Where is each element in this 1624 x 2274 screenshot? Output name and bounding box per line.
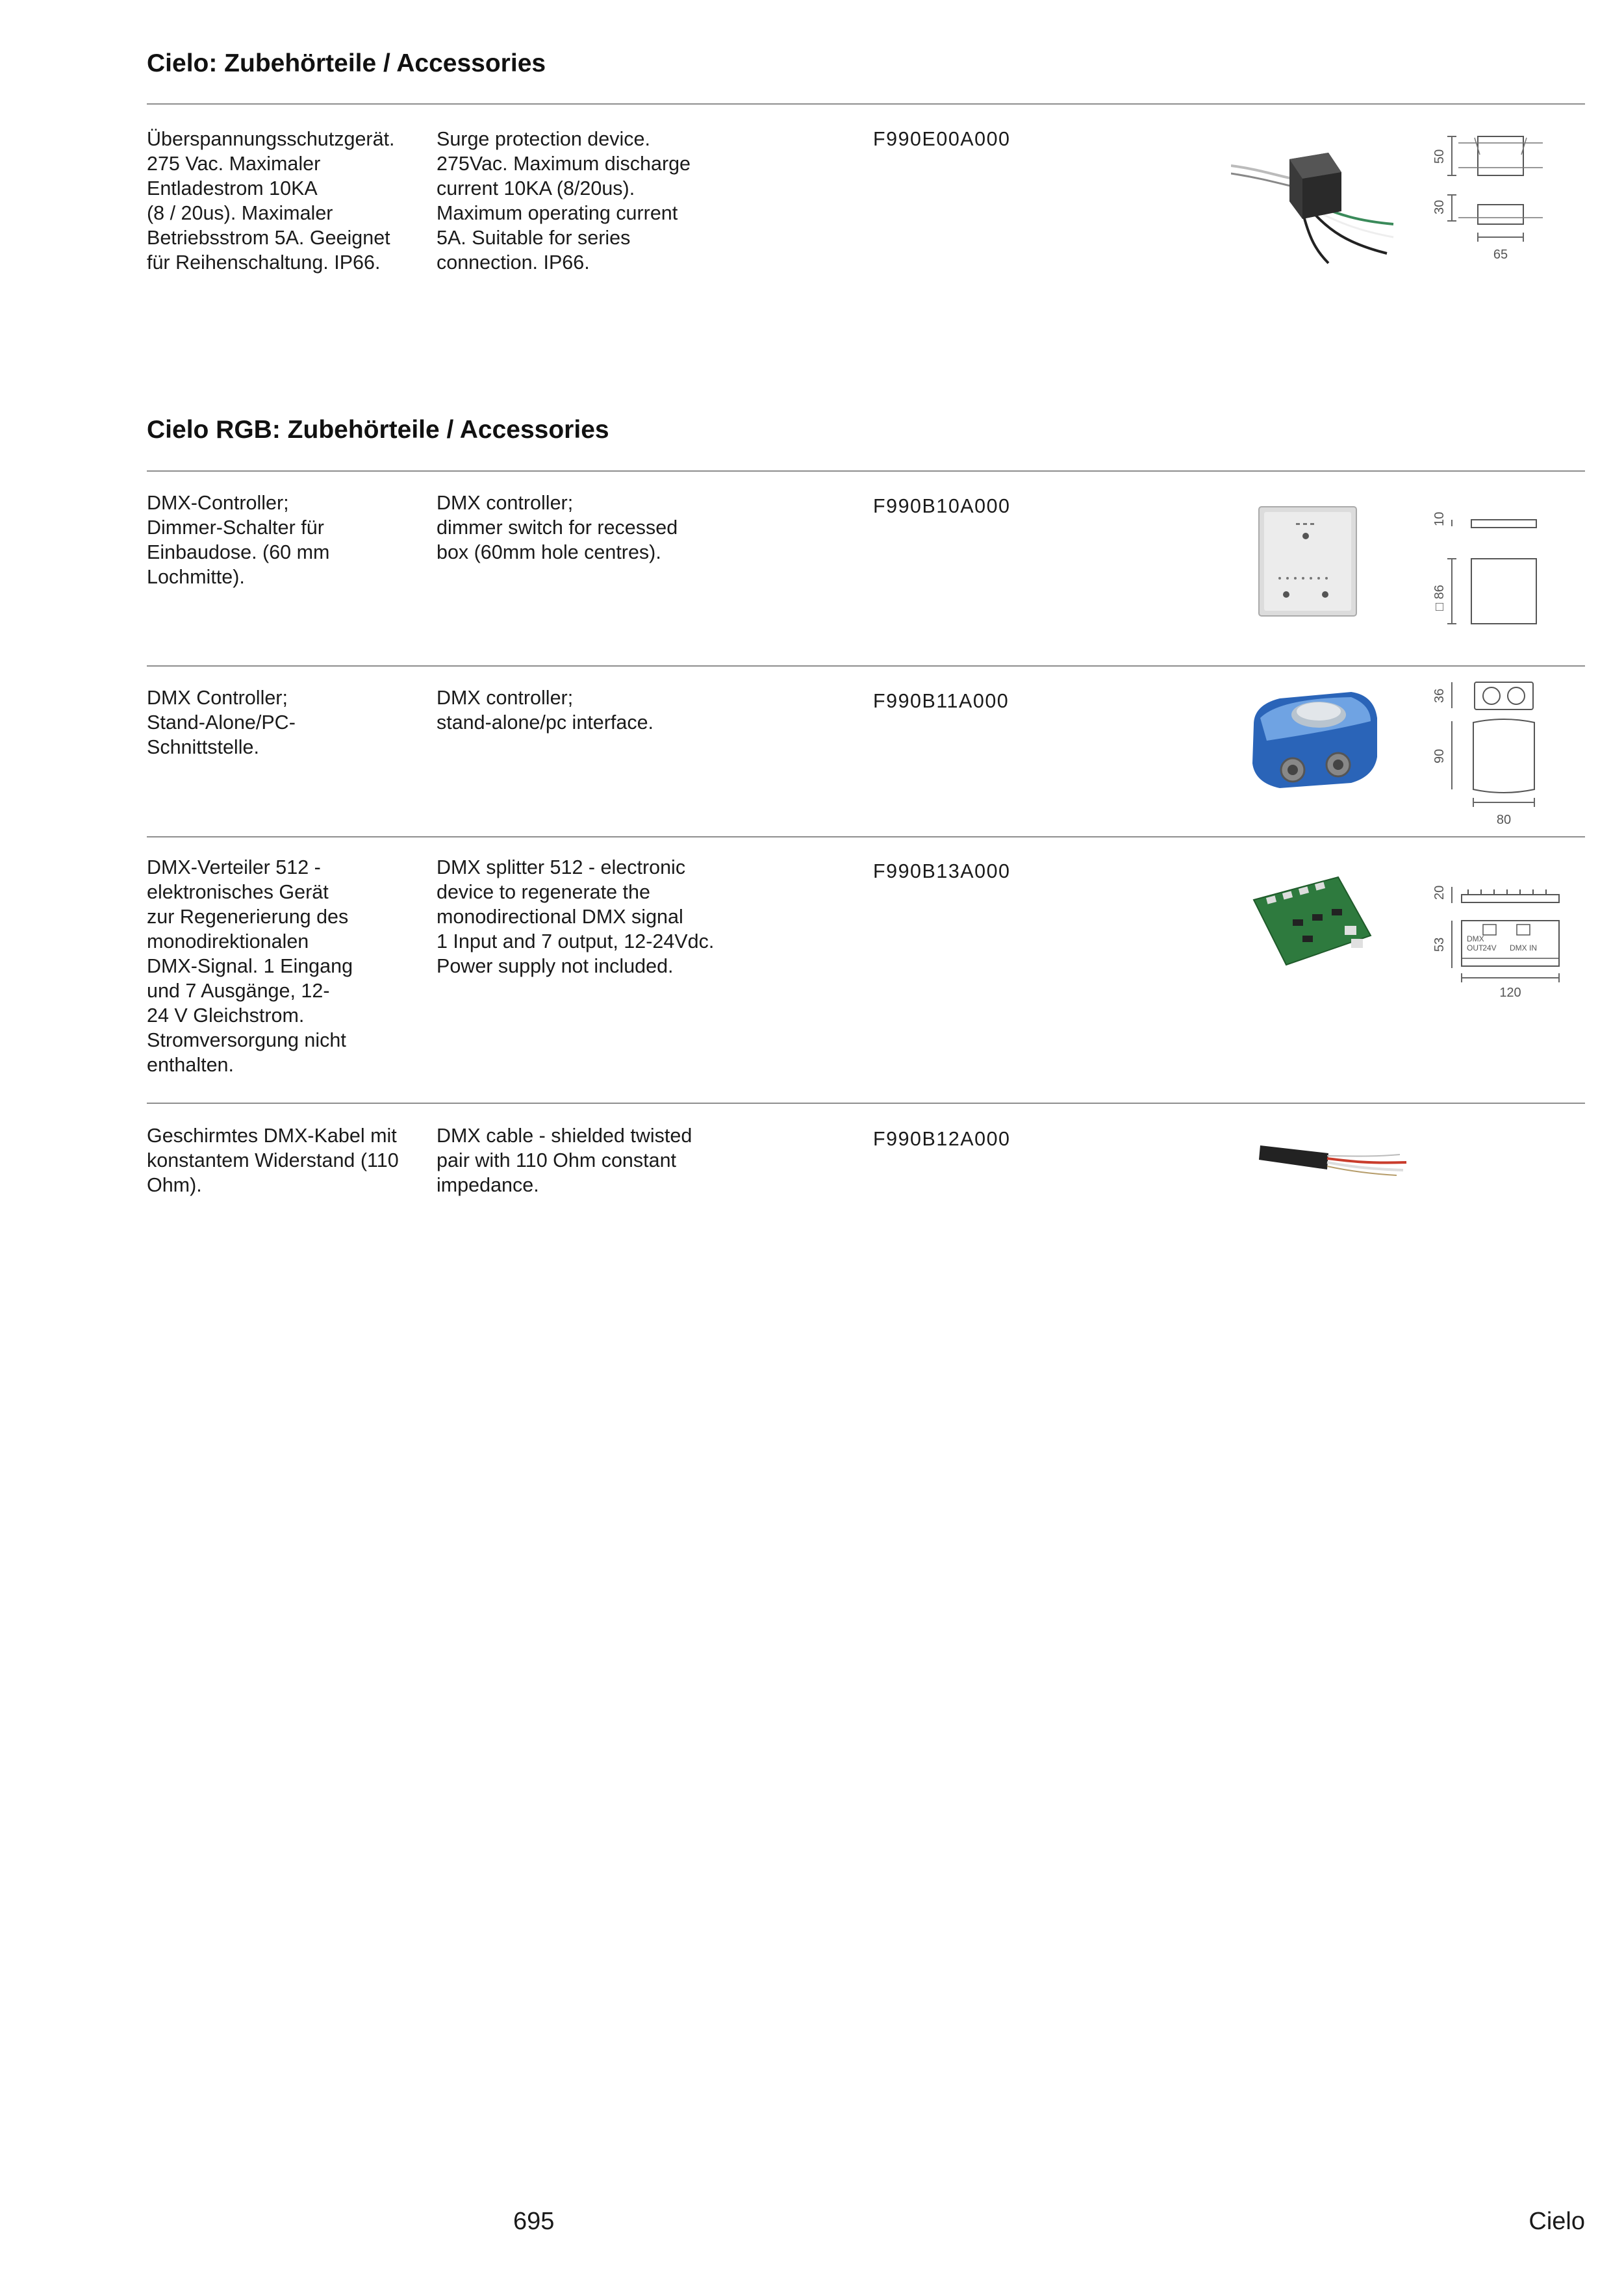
description-german: DMX-Controller; Dimmer-Schalter für Einbaudose. (60 mm Lochmitte). <box>147 492 330 588</box>
dimension-height: 50 <box>1432 149 1447 164</box>
description-german: Geschirmtes DMX-Kabel mit konstantem Widerstand (110 Ohm). <box>147 1125 399 1196</box>
dimension-width: 120 <box>1499 986 1521 1000</box>
dmx-interface-photo <box>1241 679 1384 796</box>
dmx-dimmer-switch-drawing <box>1423 494 1579 643</box>
dmx-splitter-photo <box>1247 874 1377 971</box>
dmx-cable-photo <box>1257 1134 1413 1179</box>
dimension-depth: 10 <box>1432 511 1447 526</box>
section-title-cielo-rgb: Cielo RGB: Zubehörteile / Accessories <box>147 416 609 444</box>
product-code: F990E00A000 <box>873 128 1011 150</box>
description-german: DMX-Verteiler 512 - elektronisches Gerät zur Regenerierung des monodirektionalen DMX-Signal. 1 Eingang und 7 Ausgänge, 12- 24 V Gleichstrom. Stromversorgung nicht enthalten. <box>147 856 353 1076</box>
description-english: DMX splitter 512 - electronic device to regenerate the monodirectional DMX signal 1 Input and 7 output, 12-24Vdc. Power supply not included. <box>437 856 715 977</box>
dmx-splitter-drawing <box>1423 867 1579 1014</box>
dimension-width: 80 <box>1496 813 1512 827</box>
section-divider <box>147 103 1585 105</box>
row-divider <box>147 665 1585 667</box>
row-divider <box>147 1103 1585 1104</box>
surge-protector-drawing <box>1423 123 1579 273</box>
label-out: OUT <box>1467 943 1484 952</box>
description-german: Überspannungsschutzgerät. 275 Vac. Maximaler Entladestrom 10KA (8 / 20us). Maximaler Betriebsstrom 5A. Geeignet für Reihenschaltung. IP66. <box>147 128 395 274</box>
product-code: F990B11A000 <box>873 690 1009 712</box>
dimension-depth: 20 <box>1432 885 1447 900</box>
row-divider <box>147 836 1585 837</box>
description-english: DMX cable - shielded twisted pair with 110 Ohm constant impedance. <box>437 1125 692 1196</box>
product-code: F990B13A000 <box>873 860 1011 882</box>
description-english: DMX controller; dimmer switch for recessed box (60mm hole centres). <box>437 492 678 563</box>
description-german: DMX Controller; Stand-Alone/PC- Schnittstelle. <box>147 687 296 758</box>
dimension-width: 65 <box>1493 248 1508 262</box>
page-number: 695 <box>513 2208 555 2235</box>
dimension-depth: 36 <box>1432 688 1447 703</box>
dimension-height: 53 <box>1432 937 1447 952</box>
description-english: DMX controller; stand-alone/pc interface. <box>437 687 654 734</box>
dmx-interface-drawing <box>1423 676 1579 832</box>
product-code: F990B10A000 <box>873 495 1011 517</box>
description-english: Surge protection device. 275Vac. Maximum discharge current 10KA (8/20us). Maximum operating current 5A. Suitable for series connection. IP66. <box>437 128 691 274</box>
surge-protector-photo <box>1231 140 1400 266</box>
section-title-cielo: Cielo: Zubehörteile / Accessories <box>147 49 546 77</box>
label-24v: 24V <box>1482 943 1497 952</box>
product-code: F990B12A000 <box>873 1128 1011 1150</box>
dimension-depth: 30 <box>1432 199 1447 214</box>
label-dmx-in: DMX IN <box>1510 943 1537 952</box>
section-divider <box>147 470 1585 472</box>
footer-product-name: Cielo <box>1529 2208 1585 2235</box>
dimension-square-side: □ 86 <box>1432 585 1447 611</box>
dimension-height: 90 <box>1432 748 1447 763</box>
label-dmx: DMX <box>1467 934 1484 943</box>
dmx-dimmer-switch-photo <box>1254 504 1364 620</box>
